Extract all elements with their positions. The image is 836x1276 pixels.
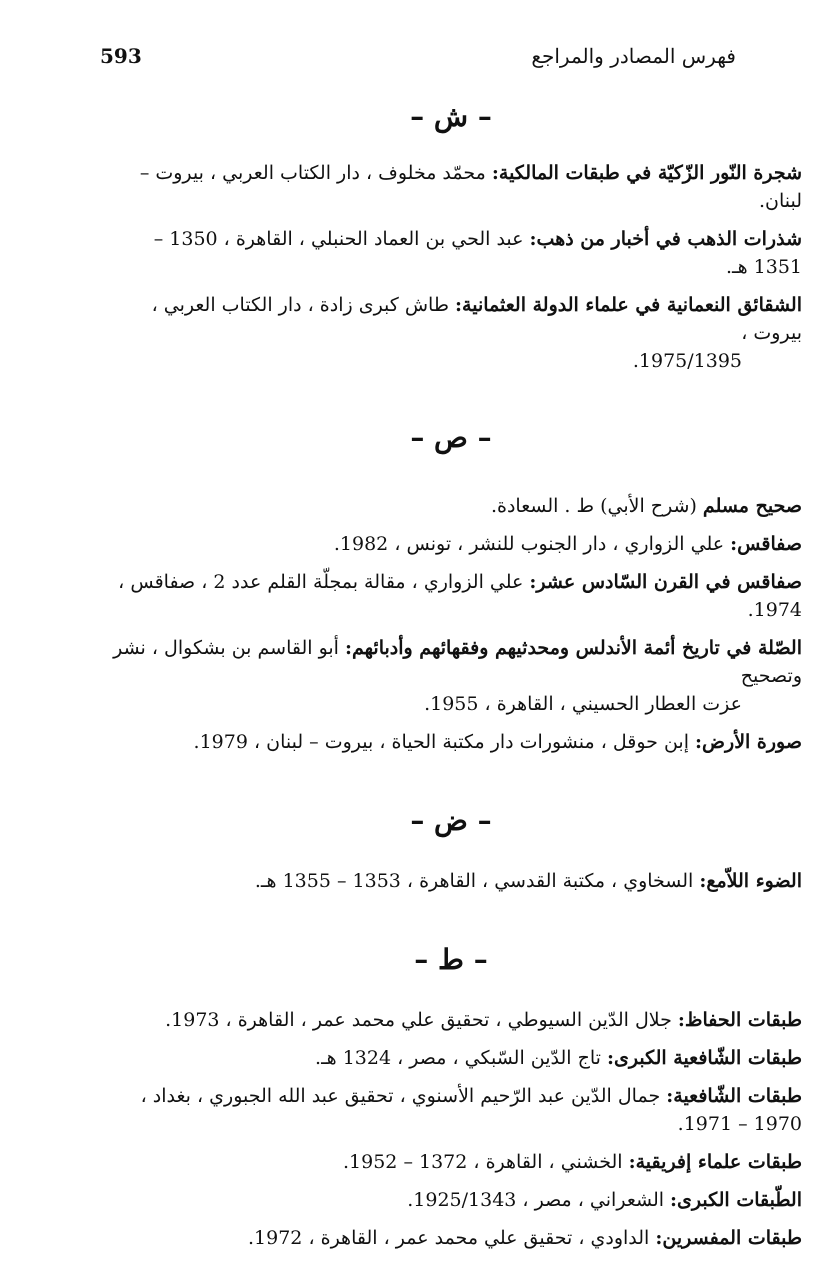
bibliography-entry [100,728,802,756]
entry-details: تاج الدّين السّبكي ، مصر ، 1324 هـ. [315,1047,607,1069]
bibliography-entry [100,159,802,215]
bibliography-entry [100,568,802,624]
entry-title: صفاقس: [730,533,802,555]
entry-title: الطّبقات الكبرى: [670,1189,802,1211]
running-title: فهرس المصادر والمراجع [531,44,736,68]
entry-continuation: 1975/1395. [632,350,742,372]
entry-title: طبقات المفسرين: [655,1227,802,1249]
entry-title: الضوء اللاّمع: [699,870,802,892]
entry-title: الصّلة في تاريخ أئمة الأندلس ومحدثيهم وفقهائهم وأدبائهم: [345,637,802,659]
entry-title: طبقات الحفاظ: [677,1009,802,1031]
bibliography-entry [100,1148,802,1176]
section-heading-shin: – ش – [410,100,492,133]
bibliography-entry [100,1006,802,1034]
bibliography-entry [100,225,802,281]
entry-title: شذرات الذهب في أخبار من ذهب: [529,228,802,250]
entry-title: صحيح مسلم [702,495,802,517]
entry-details: إبن حوقل ، منشورات دار مكتبة الحياة ، بيروت – لبنان ، 1979. [193,731,696,753]
entry-details: علي الزواري ، دار الجنوب للنشر ، تونس ، 1982. [333,533,731,555]
bibliography-content [100,100,802,1262]
bibliography-entry [100,1082,802,1138]
entry-details: الشعراني ، مصر ، 1925/1343. [407,1189,671,1211]
entry-continuation: عزت العطار الحسيني ، القاهرة ، 1955. [424,693,742,715]
entry-title: طبقات الشّافعية الكبرى: [606,1047,802,1069]
entry-details: الداودي ، تحقيق علي محمد عمر ، القاهرة ، 1972. [248,1227,656,1249]
section-heading-dad: – ض – [410,804,492,837]
bibliography-entry [100,634,802,718]
entry-title: طبقات الشّافعية: [666,1085,802,1107]
bibliography-entry [100,1224,802,1252]
bibliography-entry [100,867,802,895]
entry-title: صفاقس في القرن السّادس عشر: [529,571,802,593]
section-heading-sad: – ص – [410,421,492,454]
entry-title: طبقات علماء إفريقية: [628,1151,802,1173]
entry-title: شجرة النّور الزّكيّة في طبقات المالكية: [491,162,802,184]
entry-details: عبد الحي بن العماد الحنبلي ، القاهرة ، 1350 – 1351 هـ. [153,228,802,278]
entry-details: جلال الدّين السيوطي ، تحقيق علي محمد عمر ، القاهرة ، 1973. [165,1009,678,1031]
bibliography-entry [100,492,802,520]
bibliography-entry [100,530,802,558]
entry-details: السخاوي ، مكتبة القدسي ، القاهرة ، 1353 – 1355 هـ. [254,870,700,892]
section-heading-ta: – ط – [414,943,488,976]
bibliography-entry [100,1186,802,1214]
entry-details: محمّد مخلوف ، دار الكتاب العربي ، بيروت – لبنان. [139,162,802,212]
entry-details: الخشني ، القاهرة ، 1372 – 1952. [343,1151,629,1173]
entry-details: جمال الدّين عبد الرّحيم الأسنوي ، تحقيق عبد الله الجبوري ، بغداد ، 1970 – 1971. [140,1085,802,1135]
entry-details: (شرح الأبي) ط . السعادة. [490,495,703,517]
entry-title: الشقائق النعمانية في علماء الدولة العثمانية: [455,294,802,316]
entry-title: صورة الأرض: [695,731,802,753]
entry-details: علي الزواري ، مقالة بمجلّة القلم عدد 2 ، صفاقس ، 1974. [118,571,802,621]
entry-details: طاش كبرى زادة ، دار الكتاب العربي ، بيروت ، [151,294,802,344]
page-header [100,44,736,74]
bibliography-entry [100,1044,802,1072]
entry-details: أبو القاسم بن بشكوال ، نشر وتصحيح [113,637,802,687]
bibliography-entry [100,291,802,375]
page-number: 593 [100,44,142,68]
